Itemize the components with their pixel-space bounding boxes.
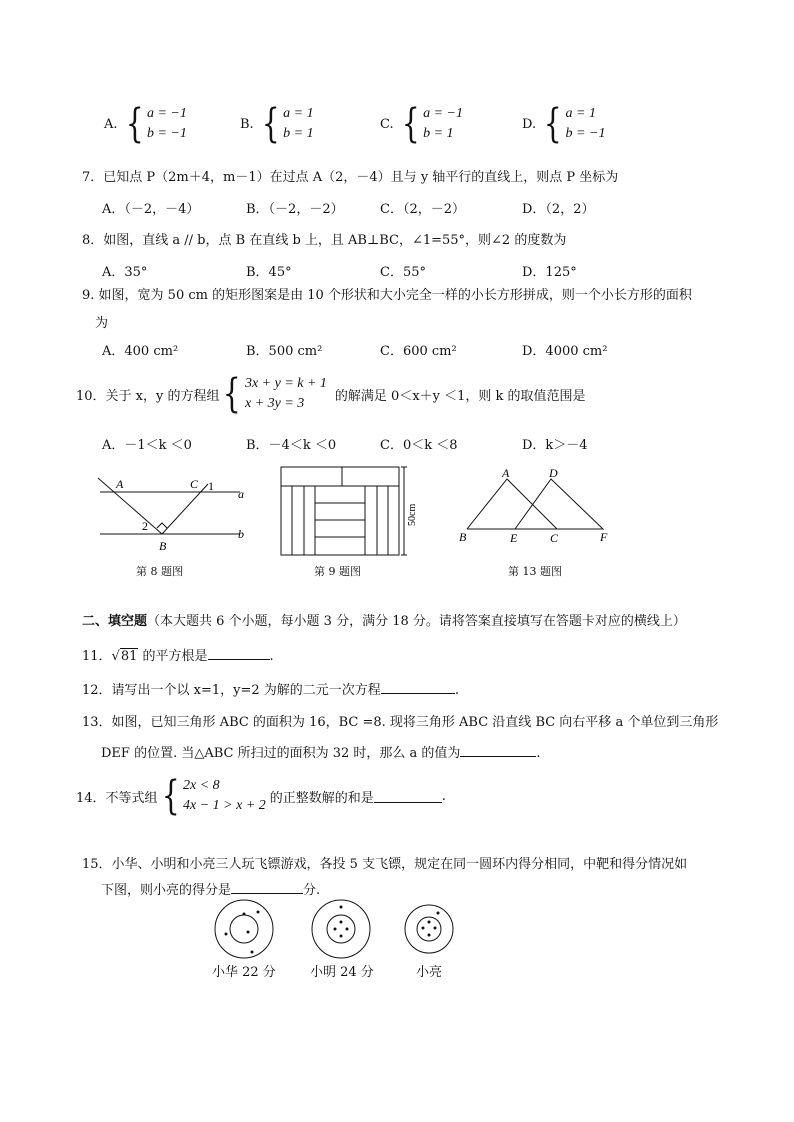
q8-option-a: A．35° [102, 265, 148, 280]
brace: { [161, 773, 180, 819]
q9-text-line2: 为 [95, 316, 109, 331]
target-caption-xiaohua: 小华 22 分 [212, 965, 276, 980]
q15-blank[interactable] [231, 881, 303, 894]
target-caption-xiaoliang: 小亮 [416, 965, 443, 980]
radicand: 81 [120, 649, 138, 664]
label-b: b [238, 527, 244, 541]
label-2: 2 [142, 519, 148, 533]
q9-option-d: D．4000 cm² [522, 344, 608, 359]
q9-option-c: C．600 cm² [380, 344, 457, 359]
brace: { [223, 371, 242, 417]
q7-option-b: B．（－2，－2） [246, 202, 344, 217]
target-xiaoliang [405, 905, 453, 953]
q12: 12．请写出一个以 x=1，y=2 为解的二元一次方程 . [82, 683, 459, 698]
q7-option-a: A．（－2，－4） [102, 202, 200, 217]
q6-option-a: A. { a = −1 b = −1 [104, 101, 187, 147]
q8-option-d: D．125° [522, 265, 577, 280]
brace: { [261, 101, 280, 147]
brace: { [401, 101, 420, 147]
q10-option-d: D．k＞－4 [522, 438, 588, 453]
q9-option-b: B．500 cm² [246, 344, 323, 359]
figure-9-caption: 第 9 题图 [314, 565, 361, 578]
label-A: A [116, 477, 124, 491]
dart-targets [210, 898, 460, 960]
q6-option-b: B. { a = 1 b = 1 [240, 101, 314, 147]
sqrt-symbol: √ [111, 649, 120, 664]
q10-option-a: A．－1＜k ＜0 [102, 438, 192, 453]
q11: 11．√81 的平方根是 . [82, 649, 274, 664]
label-F: F [600, 530, 608, 544]
label-1: 1 [208, 479, 214, 493]
q12-blank[interactable] [381, 681, 455, 694]
q10-option-b: B．－4＜k ＜0 [246, 438, 337, 453]
label-C: C [190, 477, 199, 491]
q6-option-c: C. { a = −1 b = 1 [380, 101, 463, 147]
q15-line2: 下图，则小亮的得分是 分. [101, 883, 321, 898]
q10-text: 10．关于 x，y 的方程组 { 3x + y = k + 1 x + 3y = 3 的解满足 0＜x＋y ＜1，则 k 的取值范围是 [76, 371, 586, 417]
target-caption-xiaoming: 小明 24 分 [310, 965, 374, 980]
target-xiaoming [312, 900, 370, 958]
label-B: B [159, 539, 167, 553]
brace: { [543, 101, 562, 147]
q13-line1: 13．如图，已知三角形 ABC 的面积为 16，BC =8. 现将三角形 ABC 沿直线 BC 向右平移 a 个单位到三角形 [82, 715, 719, 730]
label-E: E [510, 531, 518, 545]
label-D: D [549, 466, 558, 480]
figure-13 [455, 465, 625, 550]
brace: { [125, 101, 144, 147]
label-C: C [550, 531, 559, 545]
label-a: a [238, 487, 244, 501]
q7-option-d: D．（2，2） [522, 202, 595, 217]
figure-9 [280, 466, 420, 562]
q9-text-line1: 9. 如图，宽为 50 cm 的矩形图案是由 10 个形状和大小完全一样的小长方形拼成，则一个小长方形的面积 [82, 288, 692, 303]
target-xiaohua [215, 900, 273, 958]
q14-blank[interactable] [374, 790, 442, 803]
section-2-title: 二、填空题 [82, 614, 148, 629]
q11-blank[interactable] [208, 647, 270, 660]
q7-text: 7．已知点 P（2m＋4，m－1）在过点 A（2，－4）且与 y 轴平行的直线上，则点 P 坐标为 [82, 170, 619, 185]
q14: 14．不等式组 { 2x < 8 4x − 1 > x + 2 的正整数解的和是 . [76, 773, 446, 819]
q9-option-a: A．400 cm² [102, 344, 179, 359]
label-B: B [459, 530, 467, 544]
figure-13-caption: 第 13 题图 [508, 565, 562, 578]
figure-8-caption: 第 8 题图 [136, 565, 183, 578]
q6-option-d: D. { a = 1 b = −1 [522, 101, 606, 147]
q13-line2: DEF 的位置. 当△ABC 所扫过的面积为 32 时，那么 a 的值为 . [101, 746, 541, 761]
q15-line1: 15．小华、小明和小亮三人玩飞镖游戏，各投 5 支飞镖，规定在同一圆环内得分相同，中靶和得分情况如 [82, 857, 688, 872]
q8-text: 8．如图，直线 a // b，点 B 在直线 b 上，且 AB⊥BC，∠1=55°，则∠2 的度数为 [82, 233, 567, 248]
label-A: A [502, 466, 510, 480]
q8-option-c: C．55° [380, 265, 426, 280]
q7-option-c: C．（2，－2） [380, 202, 465, 217]
figure-8 [90, 470, 260, 560]
q8-option-b: B．45° [246, 265, 292, 280]
q13-blank[interactable] [460, 744, 536, 757]
section-2-desc: （本大题共 6 个小题，每小题 3 分，满分 18 分。请将答案直接填写在答题卡对应的横线上） [147, 614, 686, 629]
q10-option-c: C．0＜k ＜8 [380, 438, 458, 453]
dimension-label: 50cm [407, 503, 418, 526]
section-2-header [82, 610, 686, 629]
